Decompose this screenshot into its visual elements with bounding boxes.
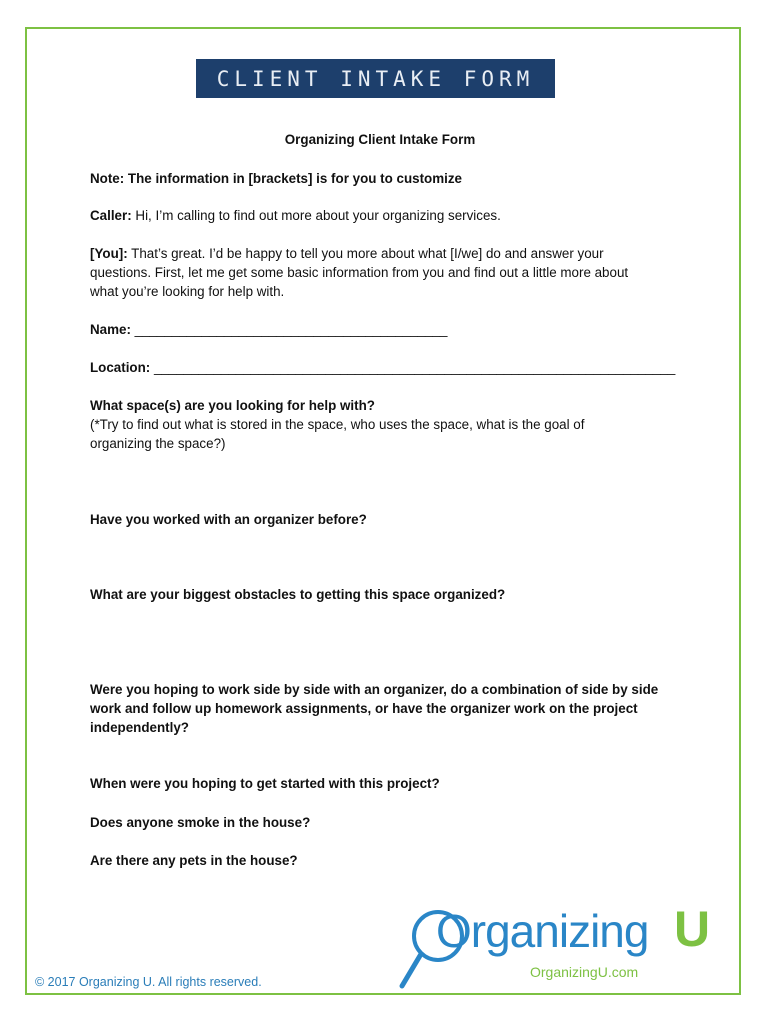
location-blank: ______________________________________________________________________	[150, 360, 676, 375]
question-smoke: Does anyone smoke in the house?	[90, 815, 311, 830]
caller-text: Hi, I’m calling to find out more about your organizing services.	[131, 208, 501, 223]
you-line-1	[90, 244, 670, 263]
name-blank: __________________________________________	[130, 322, 448, 337]
question-pets: Are there any pets in the house?	[90, 853, 298, 868]
name-label: Name:	[90, 322, 131, 337]
question-work-style-2: work and follow up homework assignments, or have the organizer work on the project	[90, 701, 638, 716]
copyright-notice: © 2017 Organizing U. All rights reserved.	[35, 975, 262, 989]
caller-label: Caller:	[90, 208, 132, 223]
question-obstacles: What are your biggest obstacles to getting this space organized?	[90, 587, 506, 602]
question-work-style-3: independently?	[90, 720, 189, 735]
location-field	[90, 358, 676, 377]
question-space-hint-2: organizing the space?)	[90, 436, 226, 451]
logo-url: OrganizingU.com	[530, 964, 639, 980]
you-line-2: questions. First, let me get some basic information from you and find out a little more about	[90, 265, 629, 280]
question-work-style-1: Were you hoping to work side by side with an organizer, do a combination of side by side	[90, 682, 659, 697]
you-line-3: what you’re looking for help with.	[90, 284, 285, 299]
location-label: Location:	[90, 360, 151, 375]
question-space-hint-1: (*Try to find out what is stored in the space, who uses the space, what is the goal of	[90, 417, 585, 432]
you-label: [You]:	[90, 246, 128, 261]
question-start: When were you hoping to get started with this project?	[90, 776, 440, 791]
logo-wordmark: Organizing	[436, 905, 649, 957]
form-banner	[196, 59, 555, 98]
banner-title: CLIENT INTAKE FORM	[216, 66, 535, 91]
caller-line	[90, 206, 670, 225]
logo-u-mark: U	[674, 901, 711, 957]
note-line: Note: The information in [brackets] is for you to customize	[90, 171, 462, 186]
you-text-1: That’s great. I’d be happy to tell you more about what [I/we] do and answer your	[127, 246, 604, 261]
name-field	[90, 320, 670, 339]
organizingu-logo	[398, 902, 718, 994]
document-heading: Organizing Client Intake Form	[284, 132, 476, 147]
question-worked-before: Have you worked with an organizer before?	[90, 512, 367, 527]
question-space: What space(s) are you looking for help with?	[90, 398, 375, 413]
